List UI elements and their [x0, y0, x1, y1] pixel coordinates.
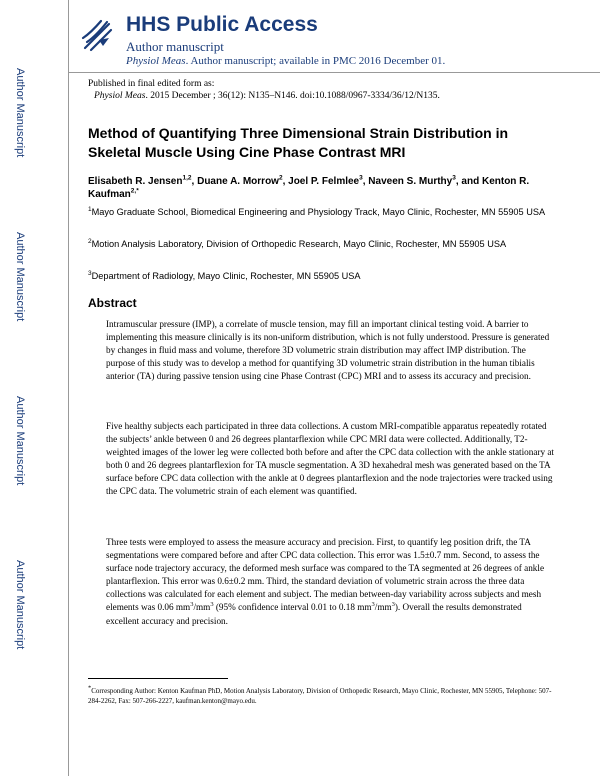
superscript: 3: [371, 601, 375, 609]
author-name: Kenton R. Kaufman: [88, 176, 530, 200]
hhs-title: HHS Public Access: [126, 13, 318, 36]
affiliation-marker: 3: [88, 269, 92, 277]
publication-info: [88, 78, 440, 102]
affiliation-text: Mayo Graduate School, Biomedical Engineering and Physiology Track, Mayo Clinic, Rochester, MN 55905 USA: [91, 207, 546, 217]
abstract-text: /mm: [374, 602, 392, 613]
affiliation: [88, 270, 553, 283]
superscript: 3: [210, 601, 214, 609]
header-divider: [68, 72, 600, 73]
sidebar-label: Author Manuscript: [14, 396, 26, 486]
author-manuscript-sidebar: [0, 0, 69, 776]
abstract-text: ). Overall the results demonstrated excellent accuracy and precision.: [106, 602, 522, 626]
abstract-heading: Abstract: [88, 296, 137, 310]
footnote-divider: [88, 678, 228, 679]
journal-availability: [126, 55, 445, 67]
superscript: 3: [190, 601, 194, 609]
author-affiliation-marker: 2: [278, 174, 283, 182]
sidebar-label: Author Manuscript: [14, 68, 26, 158]
author-list: [88, 175, 558, 201]
footnote-text: Corresponding Author: Kenton Kaufman PhD, Motion Analysis Laboratory, Division of Orthopedic Research, Mayo Clinic, Rochester, MN 55905, Telephone: 507-284-2262, Fax: 507-266-2227, kaufman.kenton@mayo.edu.: [88, 687, 552, 705]
citation-journal: Physiol Meas: [94, 91, 146, 101]
citation: [88, 90, 440, 102]
affiliation-marker: 2: [88, 237, 92, 245]
author-separator: ,: [191, 176, 198, 187]
paper-title: Method of Quantifying Three Dimensional Strain Distribution in Skeletal Muscle Using Cine Phase Contrast MRI: [88, 125, 509, 160]
sidebar-label: Author Manuscript: [14, 560, 26, 650]
author-separator: , and: [455, 176, 482, 187]
author-name: Duane A. Morrow: [197, 176, 279, 187]
affiliation: [88, 206, 553, 219]
citation-details: . 2015 December ; 36(12): N135–N146. doi:10.1088/0967-3334/36/12/N135.: [145, 91, 440, 101]
affiliation: [88, 238, 553, 251]
journal-abbrev: Physiol Meas: [126, 55, 186, 67]
abstract-paragraph-2: Five healthy subjects each participated in three data collections. A custom MRI-compatible apparatus repeatedly rotated the subjects’ ankle between 0 and 26 degrees plantarflexion while CPC MRI data were collected. Additionally, T2-weighted images of the lower leg were collected both before and after the CPC data collection with the ankle stationary at both 0 and 26 degrees plantarflexion for TA muscle segmentation. A 3D hexahedral mesh was generated based on the TA surface before CPC data collection with the ankle at 0 degrees plantarflexion and the node trajectories were tracked using the CPC data. The volumetric strain of each element was quantified.: [106, 421, 554, 497]
author-affiliation-marker: 1,2: [182, 174, 192, 182]
abstract-paragraph-3: [106, 536, 556, 628]
author-separator: ,: [282, 176, 289, 187]
superscript: 3: [391, 601, 395, 609]
footnote-marker: *: [88, 684, 92, 692]
abstract-text: /mm: [193, 602, 211, 613]
author-manuscript-subtitle: Author manuscript: [126, 39, 224, 54]
author-affiliation-marker: 3: [359, 174, 363, 182]
author-name: Joel P. Felmlee: [288, 176, 360, 187]
author-separator: ,: [362, 176, 369, 187]
affiliation-marker: 1: [88, 205, 92, 213]
abstract-text: Three tests were employed to assess the measure accuracy and precision. First, to quantify leg position drift, the TA segmentations were compared before and after CPC data collection. This error was 1.5±0.7 mm. Second, to assess the surface node trajectory accuracy, the deformed mesh surface was compared to the TA segmented at 26 degrees of ankle plantarflexion. This error was 0.6±0.2 mm. Third, the standard deviation of volumetric strain across the three data collections was calculated for each element and subject. The median between-day variability across subjects and mesh elements was 0.06 mm: [106, 537, 545, 613]
affiliation-text: Motion Analysis Laboratory, Division of Orthopedic Research, Mayo Clinic, Rochester, MN 55905 USA: [91, 239, 507, 249]
author-affiliation-marker: 2,*: [130, 187, 139, 195]
availability-text: . Author manuscript; available in PMC 2016 December 01.: [185, 55, 446, 67]
abstract-paragraph-1: Intramuscular pressure (IMP), a correlate of muscle tension, may fill an important clinical testing void. A barrier to implementing this measure clinically is its non-uniform distribution, which is not fully understood. Pressure is generated by changes in fluid mass and volume, therefore 3D volumetric strain distribution may affect IMP distribution. The purpose of this study was to develop a method for quantifying 3D volumetric strain distribution in the human tibialis anterior (TA) during passive tension using cine Phase Contrast (CPC) MRI and to assess its accuracy and precision.: [106, 319, 550, 382]
footnote: [88, 686, 558, 706]
author-affiliation-marker: 3: [452, 174, 456, 182]
affiliation-text: Department of Radiology, Mayo Clinic, Rochester, MN 55905 USA: [91, 271, 361, 281]
author-name: Naveen S. Murthy: [368, 176, 453, 187]
abstract-text: (95% confidence interval 0.01 to 0.18 mm: [213, 602, 372, 613]
sidebar-label: Author Manuscript: [14, 232, 26, 322]
author-name: Elisabeth R. Jensen: [88, 176, 183, 187]
published-line: Published in final edited form as:: [88, 79, 215, 89]
hhs-eagle-icon: [79, 18, 115, 54]
